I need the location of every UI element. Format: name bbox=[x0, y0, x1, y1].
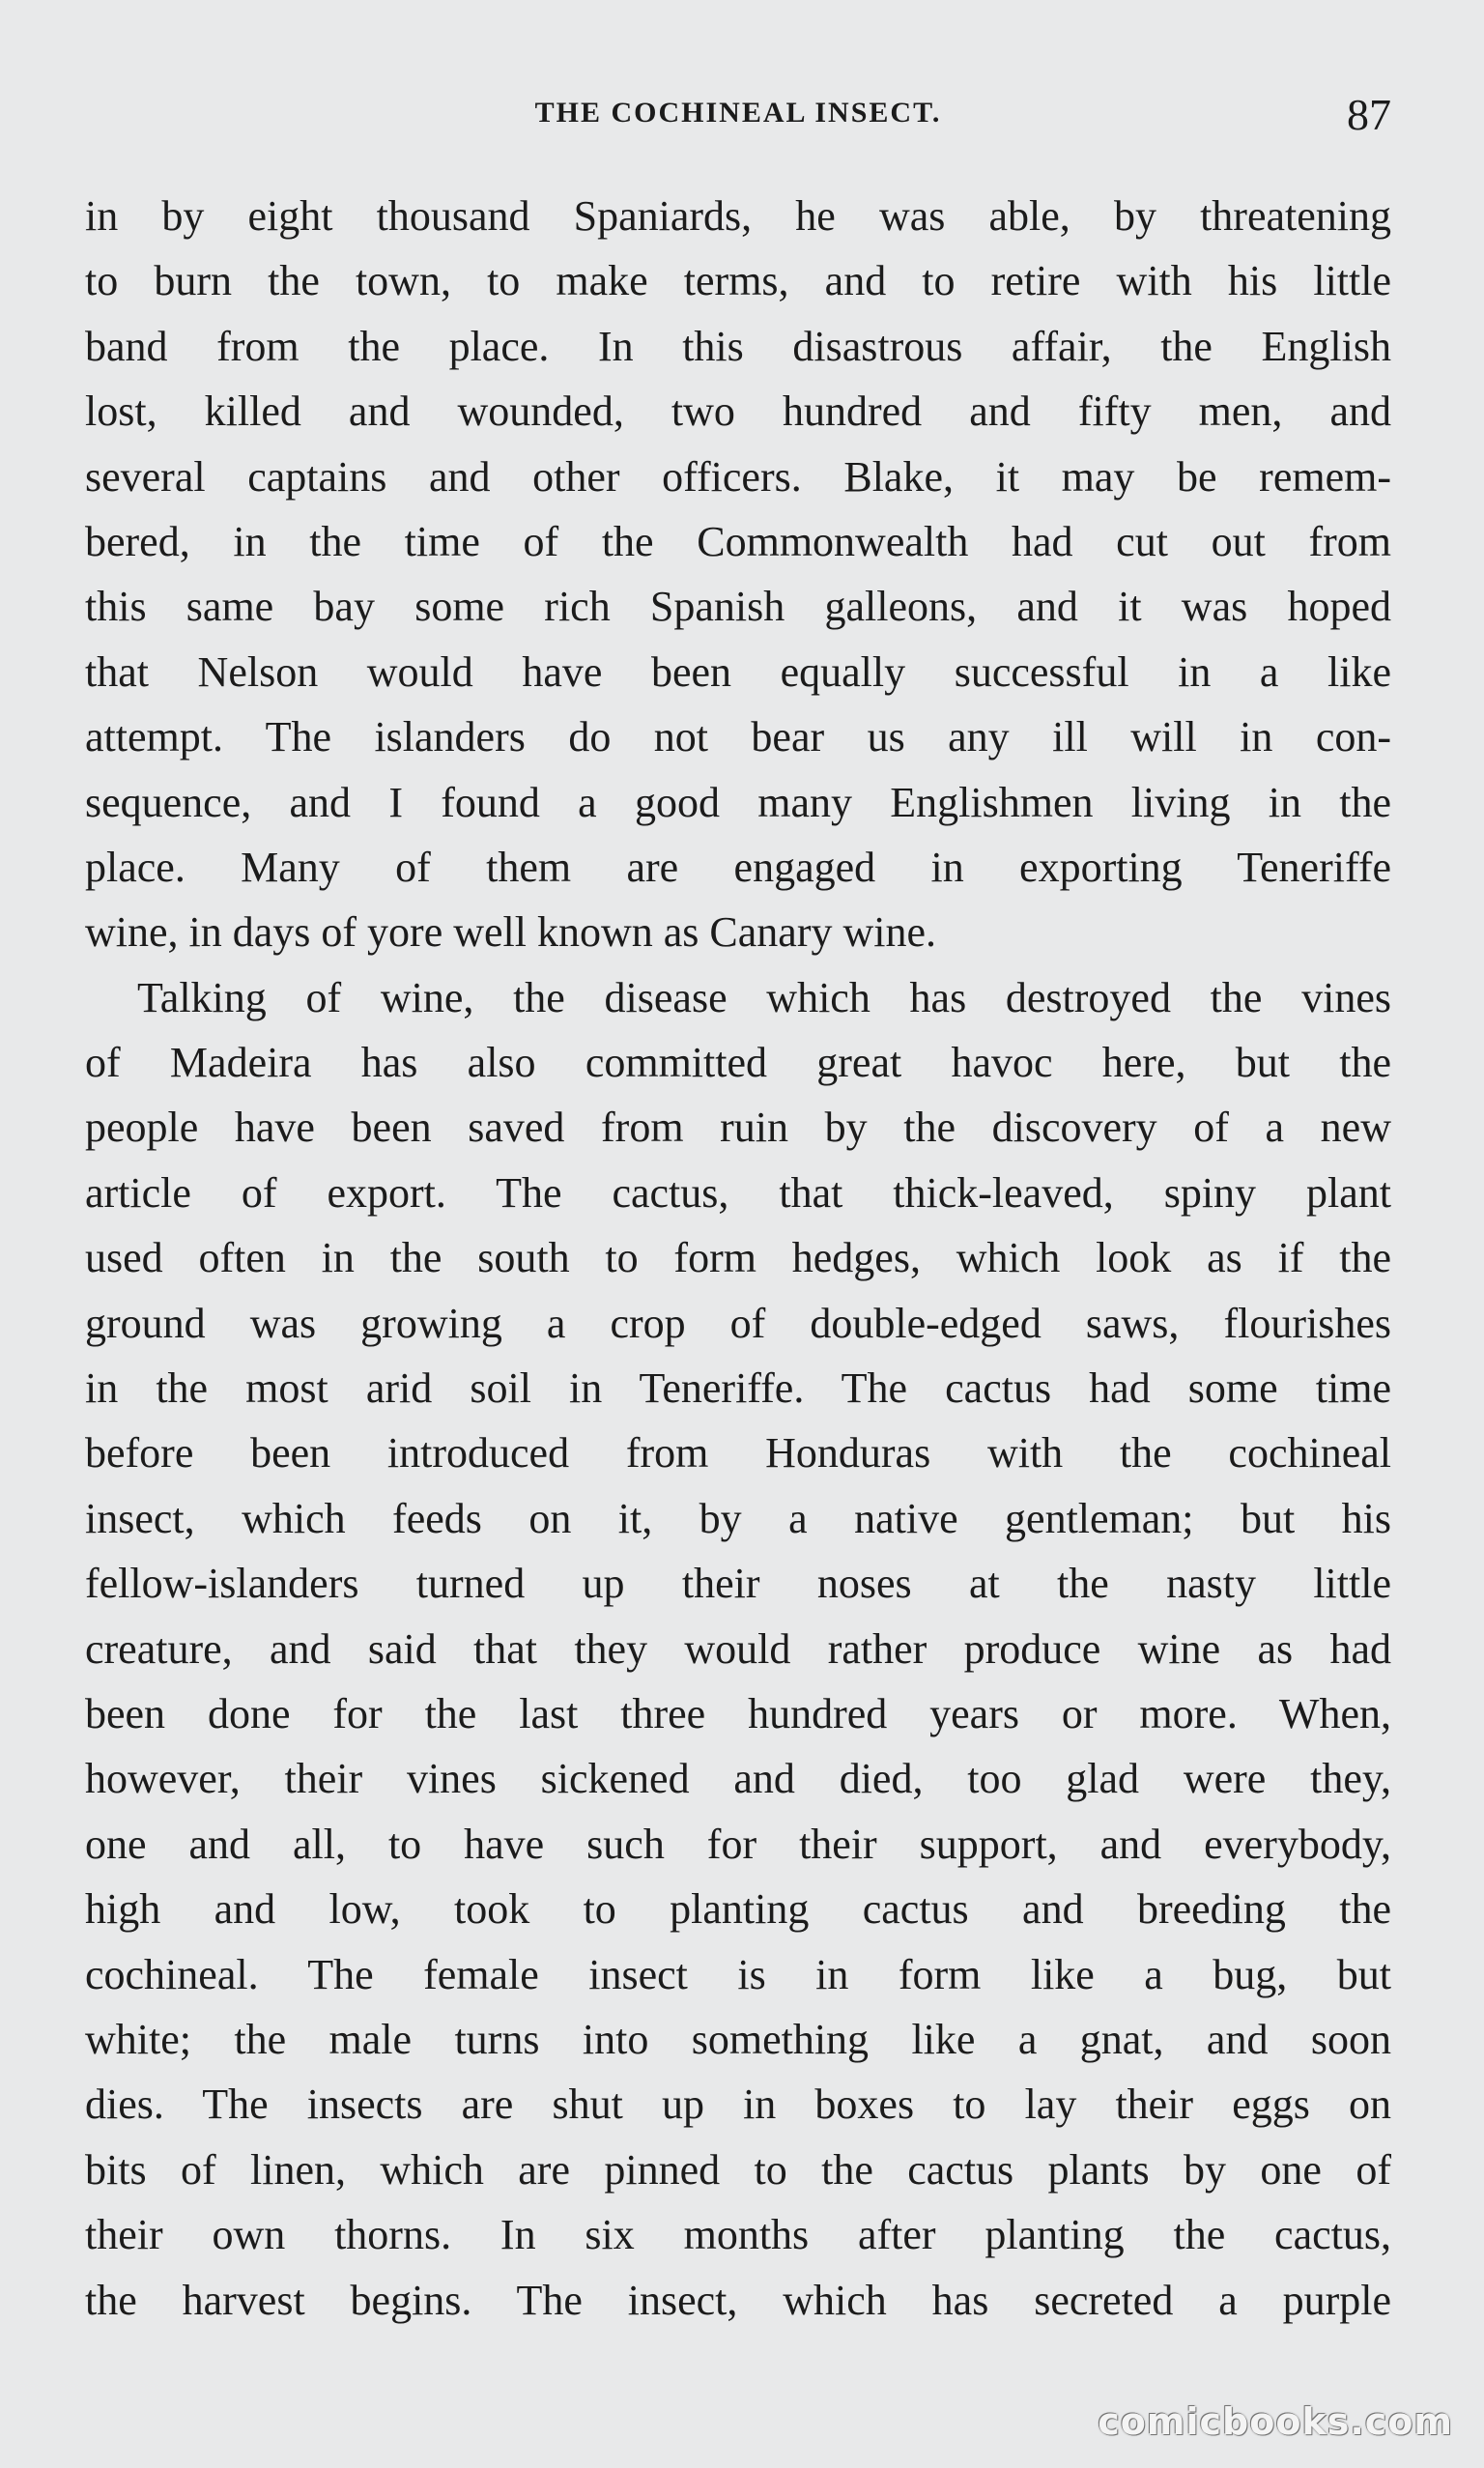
running-title: THE COCHINEAL INSECT. bbox=[534, 97, 942, 129]
text-line: cochineal. The female insect is in form like a bug, but bbox=[85, 1950, 1391, 1998]
text-line: bits of linen, which are pinned to the cactus plants by one of bbox=[85, 2145, 1391, 2194]
text-line: to burn the town, to make terms, and to retire with his little bbox=[85, 257, 1391, 305]
text-line: wine, in days of yore well known as Canary wine. bbox=[85, 908, 937, 957]
paragraph-start-line: Talking of wine, the disease which has destroyed the vines bbox=[137, 973, 1391, 1021]
text-line: that Nelson would have been equally successful in a like bbox=[85, 647, 1391, 696]
text-line: place. Many of them are engaged in exporting Teneriffe bbox=[85, 843, 1391, 891]
text-line: the harvest begins. The insect, which has secreted a purple bbox=[85, 2276, 1391, 2324]
text-line: dies. The insects are shut up in boxes to lay their eggs on bbox=[85, 2081, 1391, 2129]
text-line: sequence, and I found a good many Englishmen living in the bbox=[85, 778, 1391, 826]
page-number: 87 bbox=[1347, 90, 1391, 139]
text-line: lost, killed and wounded, two hundred and fifty men, and bbox=[85, 387, 1391, 436]
text-line: fellow-islanders turned up their noses at the nasty little bbox=[85, 1560, 1391, 1608]
text-line: high and low, took to planting cactus and breeding the bbox=[85, 1885, 1391, 1934]
text-line: in by eight thousand Spaniards, he was able, by threatening bbox=[85, 192, 1391, 240]
text-line: creature, and said that they would rather produce wine as had bbox=[85, 1624, 1391, 1673]
body-text bbox=[85, 184, 1391, 2333]
watermark: comicbooks.com bbox=[1098, 2400, 1453, 2443]
text-line: their own thorns. In six months after planting the cactus, bbox=[85, 2211, 1391, 2259]
text-line: in the most arid soil in Teneriffe. The cactus had some time bbox=[85, 1364, 1391, 1413]
text-line: of Madeira has also committed great havoc here, but the bbox=[85, 1039, 1391, 1087]
text-line: been done for the last three hundred years or more. When, bbox=[85, 1689, 1391, 1737]
text-line: before been introduced from Honduras with the cochineal bbox=[85, 1429, 1391, 1478]
text-line: bered, in the time of the Commonwealth had cut out from bbox=[85, 517, 1391, 565]
text-line: white; the male turns into something like a gnat, and soon bbox=[85, 2015, 1391, 2063]
text-line: several captains and other officers. Blake, it may be remem- bbox=[85, 452, 1391, 501]
text-line: article of export. The cactus, that thick-leaved, spiny plant bbox=[85, 1168, 1391, 1217]
page-header bbox=[85, 89, 1391, 147]
text-line: attempt. The islanders do not bear us any ill will in con- bbox=[85, 713, 1391, 761]
text-line: however, their vines sickened and died, too glad were they, bbox=[85, 1755, 1391, 1803]
text-line: one and all, to have such for their support, and everybody, bbox=[85, 1820, 1391, 1868]
text-line: this same bay some rich Spanish galleons, and it was hoped bbox=[85, 583, 1391, 631]
text-line: insect, which feeds on it, by a native gentleman; but his bbox=[85, 1494, 1391, 1542]
text-line: band from the place. In this disastrous affair, the English bbox=[85, 322, 1391, 370]
text-line: ground was growing a crop of double-edged saws, flourishes bbox=[85, 1299, 1391, 1347]
text-line: used often in the south to form hedges, which look as if the bbox=[85, 1234, 1391, 1282]
text-line: people have been saved from ruin by the discovery of a new bbox=[85, 1104, 1391, 1152]
